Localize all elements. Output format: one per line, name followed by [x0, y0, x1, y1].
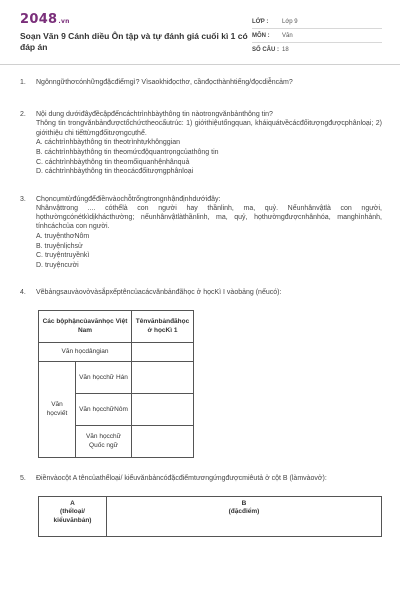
- question-number: 2.: [20, 111, 26, 119]
- meta-value: Lớp 9: [282, 18, 298, 25]
- question-number: 1.: [20, 79, 26, 86]
- table-cell: Văn họcchữNôm: [76, 394, 132, 426]
- answer-option-d[interactable]: D. truyệncười: [36, 262, 79, 270]
- question-3: [20, 195, 382, 271]
- column-b-title: B: [241, 499, 247, 507]
- question-passage: Thông tin trongvănbảnđượctổchứctheocấutrúc: 1) giớithiệutổngquan, kháiquátvềcácđốitượngđượcphânloại; 2) giớithiệu chi tiếttừngđốitượngcụthể.: [36, 120, 382, 137]
- question-5: [20, 474, 382, 483]
- table-header-row: [39, 311, 194, 343]
- column-b-subtitle: (đặcđiểm): [228, 508, 260, 516]
- document-title: Soạn Văn 9 Cánh diều Ôn tập và tự đánh giá cuối kì 1 có đáp án: [20, 31, 248, 52]
- table-cell-empty[interactable]: [132, 426, 194, 458]
- question-body: [36, 110, 382, 176]
- question-text: Điềnvàocột A têncủathểloại/ kiểuvănbảncóđặcđiểmtươngứngđượcmiêutả ở cột B (làmvàovở):: [36, 475, 327, 483]
- table-cell: Văn họcchữ Hán: [76, 362, 132, 394]
- table-header-cell: [107, 496, 382, 536]
- question-2: [20, 110, 382, 176]
- table-cell: Văn họcchữ Quốc ngữ: [76, 426, 132, 458]
- meta-row-subject: [252, 29, 382, 43]
- meta-value: 18: [282, 47, 289, 53]
- table-cell-empty[interactable]: [132, 394, 194, 426]
- question-4: [20, 288, 382, 297]
- answer-option-c[interactable]: C. truyệntruyềnkì: [36, 252, 90, 260]
- question-text: Ngônngữthơcónhữngđặcđiểmgì? Vìsaokhiđọcthơ, cầnđọcthànhtiếng/đọcdiễncảm?: [36, 79, 293, 86]
- question-passage: Nhânvậttrong .... cóthểlà con người hay thầnlinh, ma, quỷ. Nếunhânvậtlà con người, họthườngcónétkìdịkhácthường; nếunhânvậtlàthầnlinh, ma, quỷ, họthườngđượcnhânhóa, manghìnhảnh, tínhcáchcủa con người.: [36, 204, 382, 231]
- meta-label: LỚP :: [252, 18, 269, 25]
- meta-label: SỐ CÂU :: [252, 47, 279, 53]
- table-row: [39, 343, 194, 362]
- table-header-row: [39, 496, 382, 536]
- table-cell: Văn họcdângian: [39, 343, 132, 362]
- genre-table: [38, 496, 382, 537]
- answer-option-c[interactable]: C. cáchtrìnhbàythông tin theomốiquanhệnhânquả: [36, 158, 190, 166]
- document-header: [20, 12, 382, 60]
- meta-row-count: [252, 43, 382, 57]
- question-1: [20, 78, 382, 87]
- logo-suffix: .vn: [58, 18, 70, 25]
- question-list: [20, 78, 382, 537]
- logo-text: 2048: [20, 12, 58, 27]
- answer-option-b[interactable]: B. truyệnlịchsử: [36, 242, 83, 250]
- answer-option-a[interactable]: A. cáchtrìnhbàythông tin theotrìnhtựkhônggian: [36, 139, 181, 147]
- question-text: Nội dung dướiđâyđềcậpđếncáchtrìnhbàythông tin nàotrongvănbảnthông tin?: [36, 111, 273, 119]
- meta-label: MÔN :: [252, 32, 270, 39]
- answer-option-d[interactable]: D. cáchtrìnhbàythông tin theocácđốitượngphânloại: [36, 168, 194, 176]
- meta-table: [252, 15, 382, 57]
- question-number: 4.: [20, 289, 26, 297]
- literature-table: [38, 310, 194, 458]
- table-header-cell: Các bộphậncủavănhọc Việt Nam: [39, 311, 132, 343]
- question-number: 3.: [20, 195, 26, 203]
- table-row: [39, 362, 194, 394]
- table-header-cell: Tênvănbảnđãhọc ở họcKì 1: [132, 311, 194, 343]
- question-text: Chọncụmtừđúngđểđiềnvàochỗtrốngtrongnhậnđịnhdướiđây:: [36, 195, 221, 203]
- question-body: [36, 195, 382, 271]
- question-text: Vẽbảngsauvàovởvàsắpxếptêncủacácvănbảnđãhọc ở họcKì I vàobảng (nếucó):: [36, 289, 282, 297]
- answer-option-a[interactable]: A. truyệnthơNôm: [36, 232, 90, 240]
- column-a-subtitle: (thểloại/ kiểuvănbản): [53, 508, 92, 524]
- meta-value: Văn: [282, 32, 293, 39]
- column-a-title: A: [70, 499, 75, 507]
- meta-row-class: [252, 15, 382, 29]
- table-cell: Văn họcviết: [39, 362, 76, 458]
- answer-option-b[interactable]: B. cáchtrìnhbàythông tin theomứcđộquantrọngcủathông tin: [36, 149, 219, 157]
- question-number: 5.: [20, 475, 26, 483]
- table-cell-empty[interactable]: [132, 343, 194, 362]
- table-header-cell: [39, 496, 107, 536]
- site-logo[interactable]: [20, 12, 70, 27]
- header-divider: [0, 64, 400, 65]
- table-cell-empty[interactable]: [132, 362, 194, 394]
